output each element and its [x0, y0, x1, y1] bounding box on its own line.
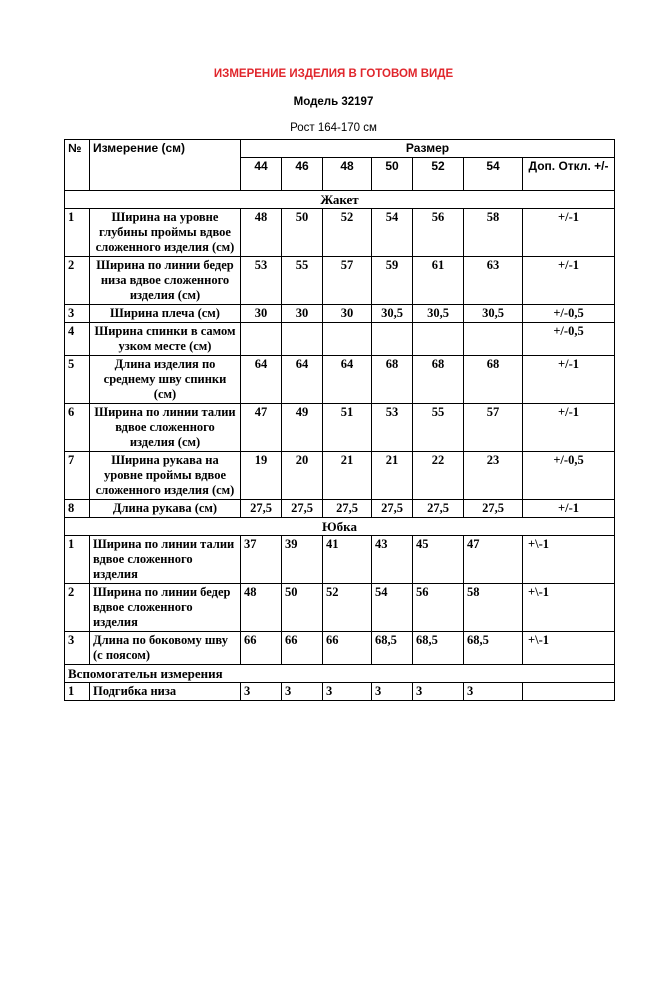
tolerance-value	[523, 683, 615, 701]
size-value: 27,5	[323, 500, 372, 518]
tolerance-header: Доп. Откл. +/-	[523, 158, 615, 191]
size-value: 27,5	[282, 500, 323, 518]
size-value: 3	[464, 683, 523, 701]
tolerance-value: +/-0,5	[523, 323, 615, 356]
size-value: 52	[323, 209, 372, 257]
table-row	[65, 584, 615, 632]
table-row	[65, 683, 615, 701]
size-value: 55	[282, 257, 323, 305]
size-value	[323, 323, 372, 356]
size-value: 54	[372, 584, 413, 632]
size-header: 46	[282, 158, 323, 191]
size-value: 45	[413, 536, 464, 584]
model-number: Модель 32197	[293, 96, 374, 108]
measurement-name: Ширина по линии бедер вдвое сложенного изделия	[90, 584, 241, 632]
tolerance-value: +/-1	[523, 500, 615, 518]
size-value	[372, 323, 413, 356]
size-header: 54	[464, 158, 523, 191]
size-value: 27,5	[464, 500, 523, 518]
section-row	[65, 191, 615, 209]
size-value: 3	[282, 683, 323, 701]
document-title: ИЗМЕРЕНИЕ ИЗДЕЛИЯ В ГОТОВОМ ВИДЕ	[213, 68, 454, 80]
size-value: 30	[323, 305, 372, 323]
size-value: 68	[413, 356, 464, 404]
tolerance-value: +/-1	[523, 404, 615, 452]
size-value: 21	[372, 452, 413, 500]
tolerance-value: +\-1	[523, 584, 615, 632]
tolerance-value: +/-1	[523, 209, 615, 257]
measurement-name: Ширина рукава на уровне проймы вдвое сложенного изделия (см)	[90, 452, 241, 500]
size-value: 30	[241, 305, 282, 323]
size-value: 3	[241, 683, 282, 701]
size-value: 61	[413, 257, 464, 305]
size-value: 3	[372, 683, 413, 701]
measurement-name: Ширина на уровне глубины проймы вдвое сложенного изделия (см)	[90, 209, 241, 257]
size-value: 37	[241, 536, 282, 584]
row-number: 1	[65, 536, 90, 584]
size-value: 53	[372, 404, 413, 452]
size-value: 64	[323, 356, 372, 404]
size-value: 21	[323, 452, 372, 500]
size-value: 68,5	[413, 632, 464, 665]
tolerance-value: +/-1	[523, 356, 615, 404]
measurement-name: Ширина по линии талии вдвое сложенного изделия	[90, 536, 241, 584]
size-value: 64	[282, 356, 323, 404]
header-size: Размер	[241, 140, 615, 158]
tolerance-value: +/-1	[523, 257, 615, 305]
row-number: 7	[65, 452, 90, 500]
tolerance-value: +\-1	[523, 632, 615, 665]
size-value: 41	[323, 536, 372, 584]
size-value: 49	[282, 404, 323, 452]
table-row	[65, 536, 615, 584]
size-value: 3	[323, 683, 372, 701]
measurement-name: Ширина по линии талии вдвое сложенного изделия (см)	[90, 404, 241, 452]
row-number: 3	[65, 305, 90, 323]
size-value: 58	[464, 584, 523, 632]
size-value	[413, 323, 464, 356]
section-title: Жакет	[65, 191, 615, 209]
size-value: 53	[241, 257, 282, 305]
measurement-name: Длина рукава (см)	[90, 500, 241, 518]
size-value: 30,5	[464, 305, 523, 323]
size-value: 22	[413, 452, 464, 500]
size-value: 68	[372, 356, 413, 404]
size-value	[464, 323, 523, 356]
header-row	[65, 140, 615, 158]
section-row	[65, 518, 615, 536]
tolerance-value: +/-0,5	[523, 305, 615, 323]
table-row	[65, 323, 615, 356]
size-value: 68	[464, 356, 523, 404]
size-value: 68,5	[464, 632, 523, 665]
row-number: 1	[65, 683, 90, 701]
size-value: 19	[241, 452, 282, 500]
size-value: 48	[241, 209, 282, 257]
size-value: 68,5	[372, 632, 413, 665]
size-value: 30,5	[372, 305, 413, 323]
size-value: 63	[464, 257, 523, 305]
table-row	[65, 452, 615, 500]
height-range: Рост 164-170 см	[290, 122, 377, 134]
size-value: 57	[464, 404, 523, 452]
size-value: 20	[282, 452, 323, 500]
measurement-name: Ширина по линии бедер низа вдвое сложенного изделия (см)	[90, 257, 241, 305]
size-header: 52	[413, 158, 464, 191]
size-value: 56	[413, 209, 464, 257]
table-row	[65, 632, 615, 665]
header-measurement: Измерение (см)	[90, 140, 241, 191]
measurement-table	[64, 139, 615, 701]
table-row	[65, 356, 615, 404]
measurement-name: Ширина спинки в самом узком месте (см)	[90, 323, 241, 356]
size-header: 50	[372, 158, 413, 191]
size-value: 48	[241, 584, 282, 632]
size-value: 27,5	[413, 500, 464, 518]
size-value: 55	[413, 404, 464, 452]
table-row	[65, 404, 615, 452]
section-title: Вспомогательн измерения	[65, 665, 615, 683]
size-value: 54	[372, 209, 413, 257]
size-value: 27,5	[241, 500, 282, 518]
size-value: 47	[241, 404, 282, 452]
size-header: 48	[323, 158, 372, 191]
row-number: 2	[65, 257, 90, 305]
size-value: 50	[282, 584, 323, 632]
size-value	[282, 323, 323, 356]
row-number: 6	[65, 404, 90, 452]
size-value: 30	[282, 305, 323, 323]
size-value: 47	[464, 536, 523, 584]
size-value: 57	[323, 257, 372, 305]
measurement-name: Длина изделия по среднему шву спинки (см)	[90, 356, 241, 404]
tolerance-value: +\-1	[523, 536, 615, 584]
size-value: 51	[323, 404, 372, 452]
size-value: 64	[241, 356, 282, 404]
table-row	[65, 305, 615, 323]
size-header: 44	[241, 158, 282, 191]
measurement-name: Подгибка низа	[90, 683, 241, 701]
size-value: 66	[282, 632, 323, 665]
row-number: 2	[65, 584, 90, 632]
row-number: 5	[65, 356, 90, 404]
row-number: 1	[65, 209, 90, 257]
size-value: 23	[464, 452, 523, 500]
size-value: 59	[372, 257, 413, 305]
size-value	[241, 323, 282, 356]
table-row	[65, 257, 615, 305]
size-value: 66	[241, 632, 282, 665]
size-value: 43	[372, 536, 413, 584]
size-value: 39	[282, 536, 323, 584]
tolerance-value: +/-0,5	[523, 452, 615, 500]
section-title: Юбка	[65, 518, 615, 536]
table-row	[65, 500, 615, 518]
row-number: 8	[65, 500, 90, 518]
section-row	[65, 665, 615, 683]
measurement-name: Длина по боковому шву (с поясом)	[90, 632, 241, 665]
measurement-name: Ширина плеча (см)	[90, 305, 241, 323]
size-value: 58	[464, 209, 523, 257]
row-number: 4	[65, 323, 90, 356]
size-value: 52	[323, 584, 372, 632]
header-number: №	[65, 140, 90, 191]
size-value: 50	[282, 209, 323, 257]
size-value: 27,5	[372, 500, 413, 518]
size-value: 56	[413, 584, 464, 632]
size-value: 66	[323, 632, 372, 665]
size-value: 30,5	[413, 305, 464, 323]
size-value: 3	[413, 683, 464, 701]
row-number: 3	[65, 632, 90, 665]
table-row	[65, 209, 615, 257]
